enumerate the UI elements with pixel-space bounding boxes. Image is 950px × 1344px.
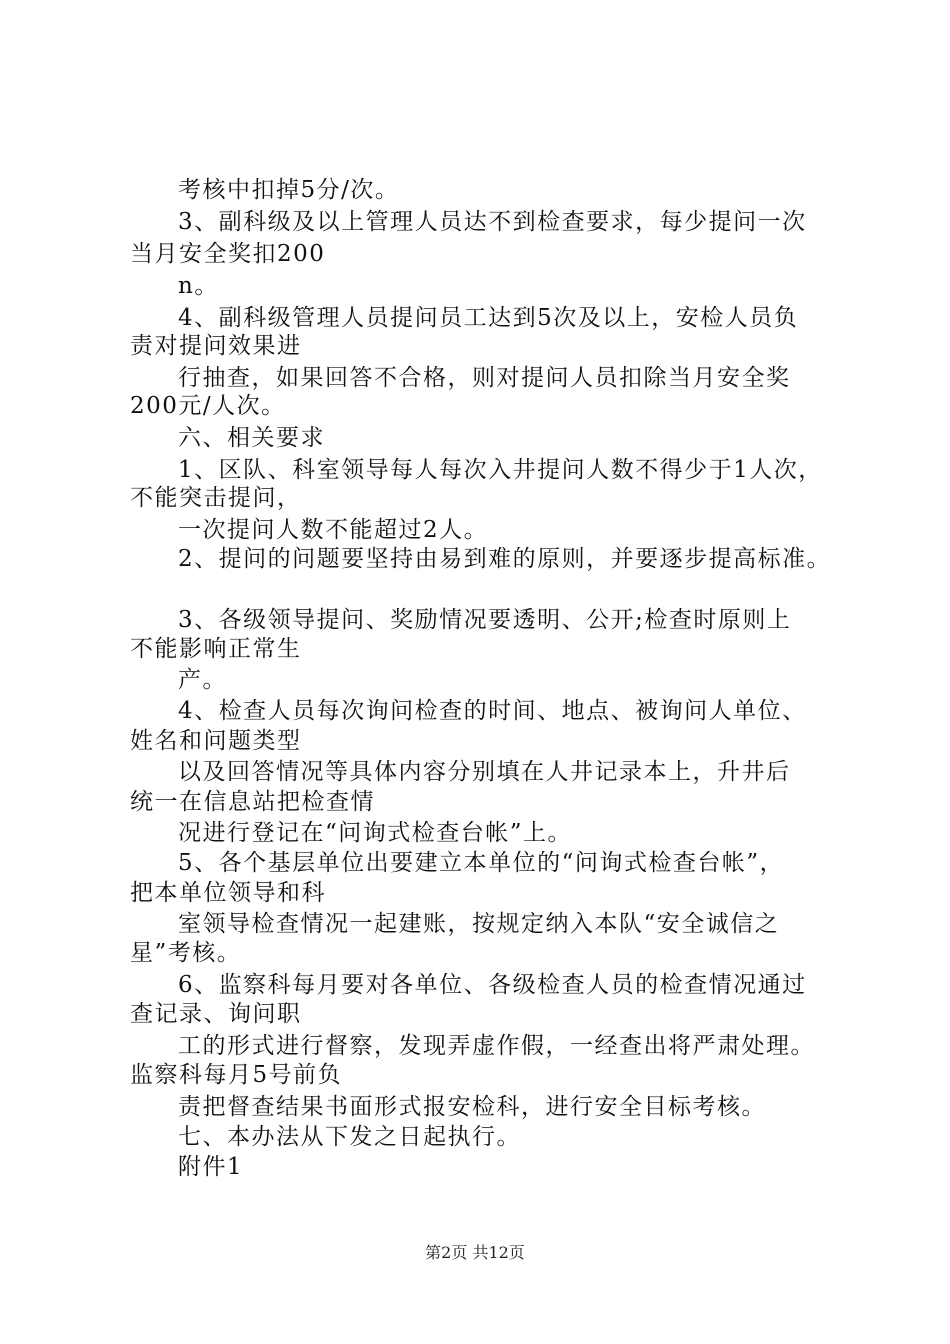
text-line: 姓名和问题类型 bbox=[130, 728, 302, 754]
section-heading: 七、本办法从下发之日起执行。 bbox=[178, 1124, 521, 1150]
text-line: n。 bbox=[178, 273, 219, 299]
text-line: 5、各个基层单位出要建立本单位的“问询式检查台帐”， bbox=[178, 850, 785, 876]
page-number-footer: 第2页 共12页 bbox=[425, 1243, 525, 1262]
section-heading: 六、相关要求 bbox=[178, 425, 325, 451]
text-line: 责对提问效果进 bbox=[130, 333, 302, 359]
text-line: 不能影响正常生 bbox=[130, 636, 302, 662]
text-line: 行抽查，如果回答不合格，则对提问人员扣除当月安全奖 bbox=[178, 365, 791, 391]
text-line: 1、区队、科室领导每人每次入井提问人数不得少于1人次， bbox=[178, 457, 823, 483]
text-line: 责把督查结果书面形式报安检科，进行安全目标考核。 bbox=[178, 1094, 766, 1120]
text-line: 2、提问的问题要坚持由易到难的原则，并要逐步提高标准。 bbox=[178, 546, 832, 572]
text-line: 3、各级领导提问、奖励情况要透明、公开;检查时原则上 bbox=[178, 607, 792, 633]
text-line: 产。 bbox=[178, 667, 227, 693]
text-line: 把本单位领导和科 bbox=[130, 880, 326, 906]
text-line: 况进行登记在“问询式检查台帐”上。 bbox=[178, 820, 573, 846]
text-line: 查记录、询问职 bbox=[130, 1001, 302, 1027]
text-line: 3、副科级及以上管理人员达不到检查要求，每少提问一次 bbox=[178, 209, 807, 235]
text-line: 当月安全奖扣200 bbox=[130, 241, 326, 267]
text-line: 4、副科级管理人员提问员工达到5次及以上，安检人员负 bbox=[178, 305, 799, 331]
text-line: 工的形式进行督察，发现弄虚作假，一经查出将严肃处理。 bbox=[178, 1033, 815, 1059]
attachment-label: 附件1 bbox=[178, 1154, 244, 1180]
text-line: 6、监察科每月要对各单位、各级检查人员的检查情况通过 bbox=[178, 972, 807, 998]
text-line: 以及回答情况等具体内容分别填在人井记录本上，升井后 bbox=[178, 759, 791, 785]
text-line: 200元/人次。 bbox=[130, 393, 286, 419]
text-line: 不能突击提问， bbox=[130, 485, 302, 511]
text-line: 一次提问人数不能超过2人。 bbox=[178, 517, 489, 543]
text-line: 统一在信息站把检查情 bbox=[130, 789, 375, 815]
text-line: 室领导检查情况一起建账，按规定纳入本队“安全诚信之 bbox=[178, 911, 780, 937]
text-line: 星”考核。 bbox=[130, 940, 242, 966]
text-line: 考核中扣掉5分/次。 bbox=[178, 177, 400, 203]
text-line: 4、检查人员每次询问检查的时间、地点、被询问人单位、 bbox=[178, 698, 807, 724]
text-line: 监察科每月5号前负 bbox=[130, 1062, 343, 1088]
